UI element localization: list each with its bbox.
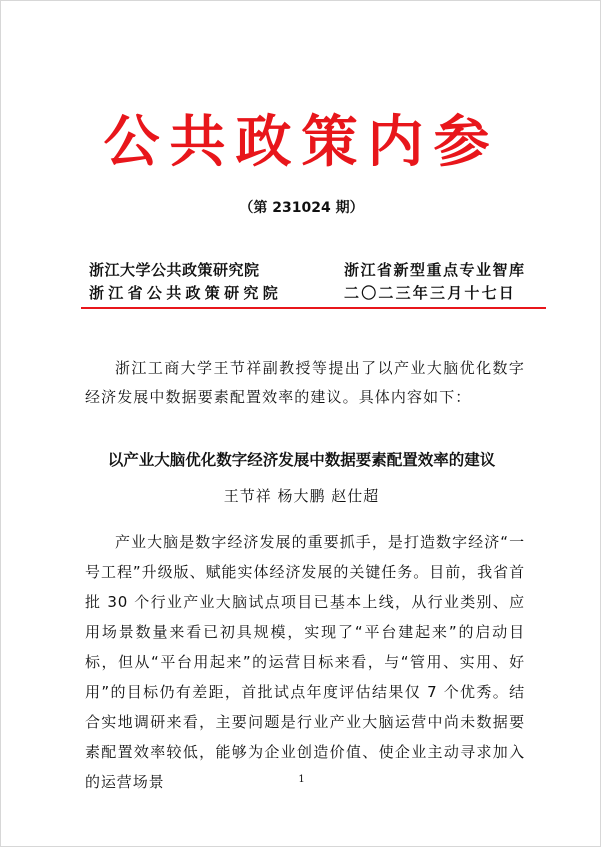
issue-number: （第 231024 期） <box>239 200 364 216</box>
header-divider <box>81 307 546 309</box>
publisher-line-2: 浙江省公共政策研究院 <box>89 284 283 302</box>
page-number: 1 <box>298 774 305 785</box>
article-authors: 王节祥 杨大鹏 赵仕超 <box>223 487 380 505</box>
publisher-line-1: 浙江大学公共政策研究院 <box>89 261 260 279</box>
article-title: 以产业大脑优化数字经济发展中数据要素配置效率的建议 <box>107 451 496 469</box>
masthead-title: 公共政策内参 <box>103 109 500 175</box>
publish-date: 二〇二三年三月十七日 <box>344 284 517 302</box>
intro-paragraph: 浙江工商大学王节祥副教授等提出了以产业大脑优化数字经济发展中数据要素配置效率的建议。具体内容如下： <box>85 359 525 406</box>
body-paragraph: 产业大脑是数字经济发展的重要抓手，是打造数字经济“一号工程”升级版、赋能实体经济发展的关键任务。目前，我省首批 30 个行业产业大脑试点项目已基本上线，从行业类别、应用场景数量来看已初具规模，实现了“平台建起来”的启动目标，但从“平台用起来”的运营目标来看，与“管用、实用、好用”的目标仍有差距，首批试点年度评估结果仅 7 个优秀。结合实地调研来看，主要问题是行业产业大脑运营中尚未数据要素配置效率较低，能够为企业创造价值、使企业主动寻求加入的运营场景 <box>85 533 525 791</box>
think-tank-label: 浙江省新型重点专业智库 <box>344 261 526 279</box>
